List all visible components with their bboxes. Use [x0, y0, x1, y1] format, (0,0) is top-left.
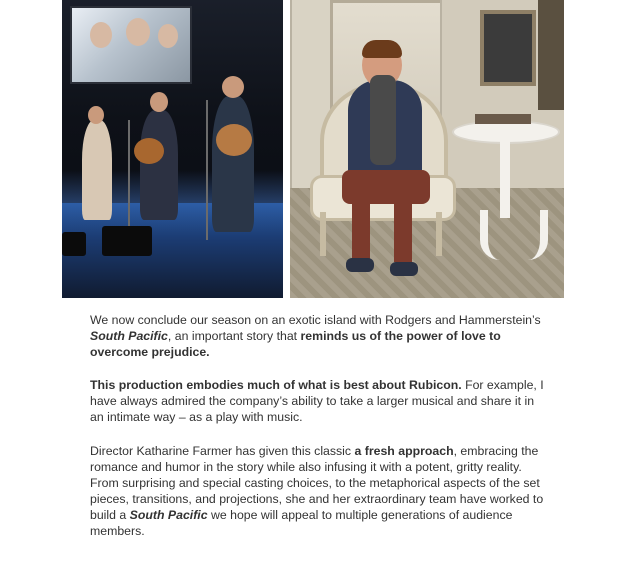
intro-paragraph — [90, 312, 545, 360]
stage-speaker — [62, 232, 86, 256]
performer-3-head — [222, 76, 244, 98]
para1-emphasis: reminds us of the power of love to overcome prejudice. — [90, 329, 501, 359]
para2-lead: This production embodies much of what is best about Rubicon. — [90, 378, 462, 392]
performer-2 — [140, 110, 178, 220]
show-title: South Pacific — [129, 508, 208, 522]
guitar-icon — [134, 138, 164, 164]
concert-photo — [62, 0, 283, 298]
side-table-base — [480, 210, 548, 260]
mic-stand — [206, 100, 208, 240]
theater-photo — [290, 0, 564, 298]
actor-scarf — [370, 75, 396, 165]
performer-1-head — [88, 106, 104, 124]
para1-text-2: , an important story that — [167, 329, 301, 343]
para3-text-1: Director Katharine Farmer has given this classic — [90, 444, 355, 458]
side-table-stem — [500, 138, 510, 218]
projection-screen — [70, 6, 192, 84]
actor-leg — [394, 200, 412, 262]
director-paragraph — [90, 443, 545, 539]
guitar-icon — [216, 124, 252, 156]
performer-3 — [212, 96, 254, 232]
performer-2-head — [150, 92, 168, 112]
chair-leg — [320, 212, 326, 256]
actor-shoe — [346, 258, 374, 272]
actor-leg — [352, 200, 370, 262]
chair-leg — [436, 212, 442, 256]
para3-emphasis: a fresh approach — [354, 444, 454, 458]
performer-1 — [82, 120, 112, 220]
production-paragraph — [90, 377, 545, 425]
wall-frame — [480, 10, 536, 86]
para3-text-3: we hope will appeal to multiple generations of audience members. — [90, 508, 513, 538]
table-book — [475, 114, 531, 124]
para1-text-1: We now conclude our season on an exotic island with Rodgers and Hammerstein’s — [90, 313, 541, 327]
mic-stand — [128, 120, 130, 230]
actor-shoe — [390, 262, 418, 276]
actor-pants — [342, 170, 430, 204]
para2-text-1: For example, I have always admired the company’s ability to take a larger musical and share it in an intimate way – as a play with music. — [90, 378, 544, 424]
actor-hair — [362, 40, 402, 58]
set-window — [538, 0, 564, 110]
show-title: South Pacific — [90, 329, 168, 343]
para3-text-2: , embracing the romance and humor in the story while also infusing it with a potent, gritty reality. From surprising and special casting choices, to the metaphorical aspects of the set pieces, transitions, and projections, she and her extraordinary team have worked to build a — [90, 444, 544, 522]
stage-speaker — [102, 226, 152, 256]
